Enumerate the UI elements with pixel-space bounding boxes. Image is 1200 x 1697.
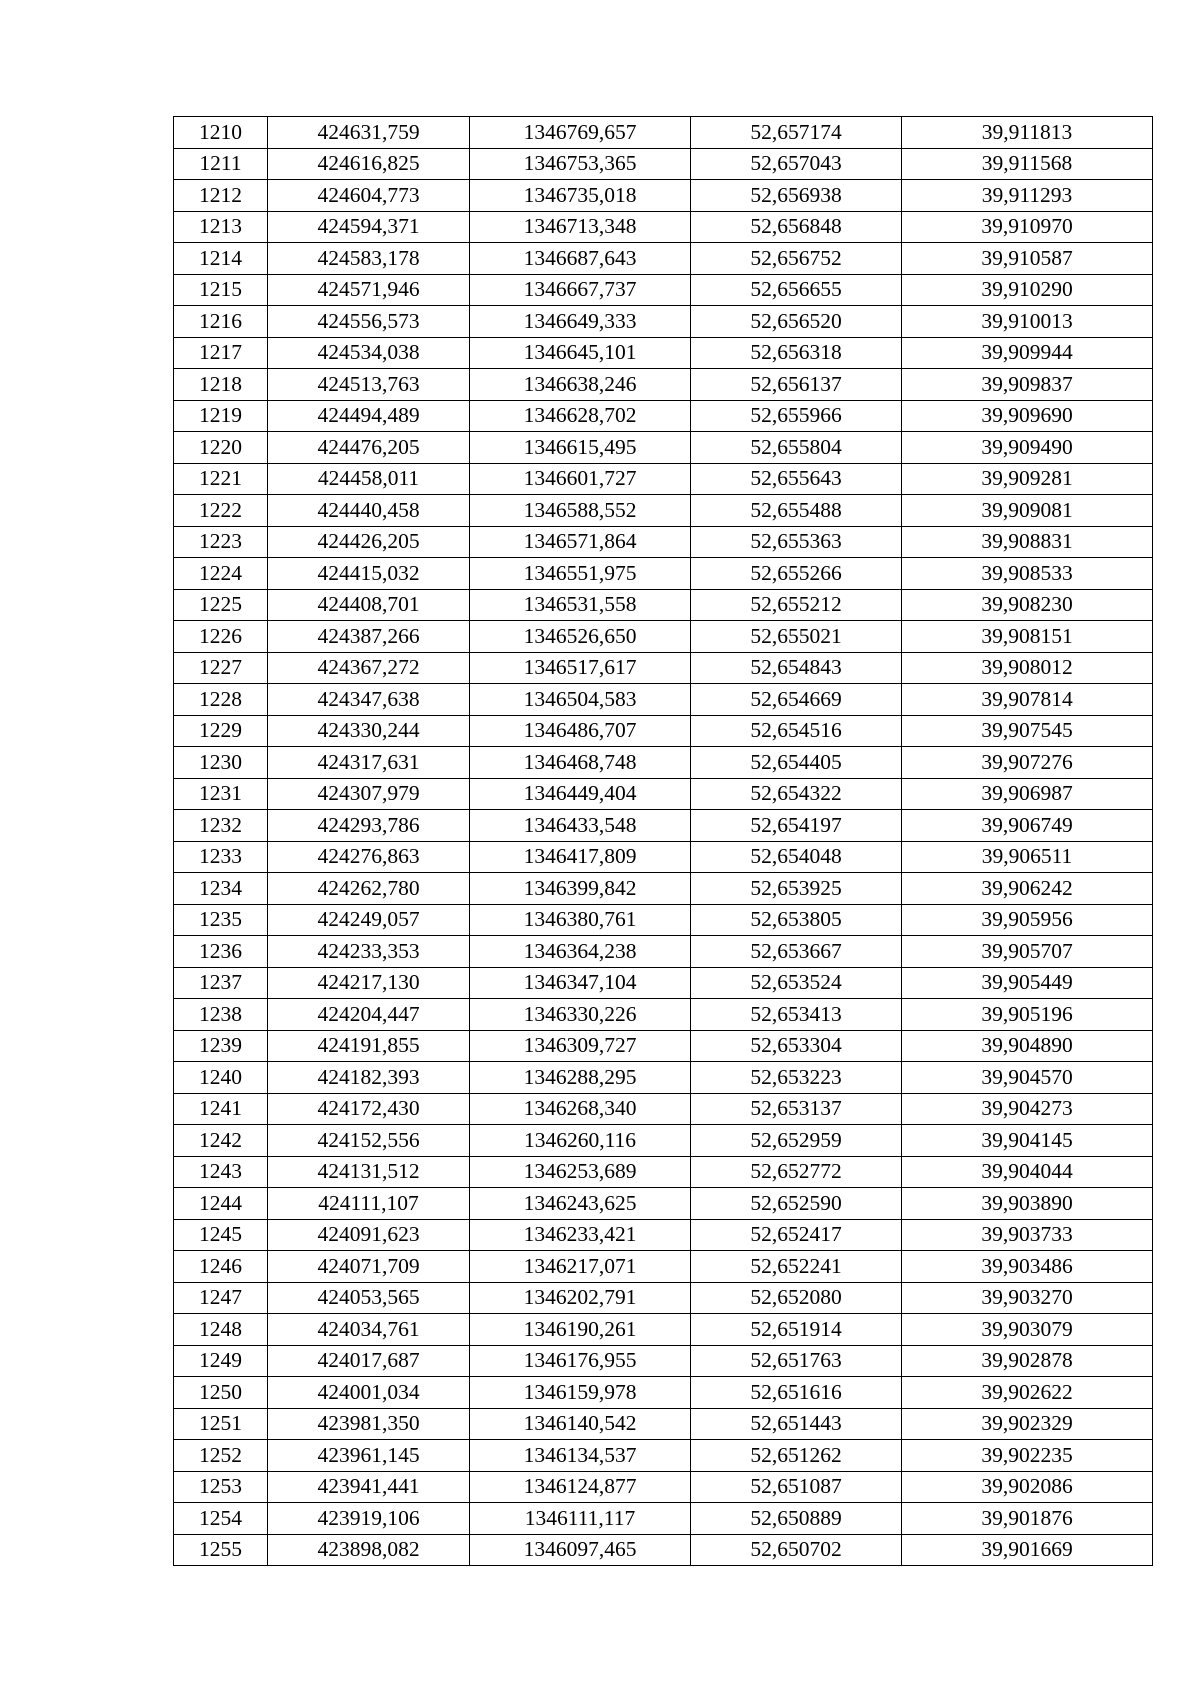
table-row — [174, 274, 1153, 306]
point-number-cell: 1239 — [174, 1030, 268, 1062]
table-row — [174, 306, 1153, 338]
latitude-cell: 52,654516 — [691, 715, 902, 747]
x-coordinate-cell: 424172,430 — [268, 1093, 470, 1125]
y-coordinate-cell: 1346347,104 — [470, 967, 691, 999]
longitude-cell: 39,909081 — [902, 495, 1153, 527]
table-row — [174, 1219, 1153, 1251]
x-coordinate-cell: 424276,863 — [268, 841, 470, 873]
x-coordinate-cell: 424415,032 — [268, 558, 470, 590]
longitude-cell: 39,908012 — [902, 652, 1153, 684]
longitude-cell: 39,901669 — [902, 1534, 1153, 1566]
y-coordinate-cell: 1346268,340 — [470, 1093, 691, 1125]
point-number-cell: 1230 — [174, 747, 268, 779]
latitude-cell: 52,656137 — [691, 369, 902, 401]
table-row — [174, 621, 1153, 653]
table-row — [174, 999, 1153, 1031]
coordinates-table — [173, 116, 1153, 1566]
table-row — [174, 1188, 1153, 1220]
y-coordinate-cell: 1346687,643 — [470, 243, 691, 275]
latitude-cell: 52,654197 — [691, 810, 902, 842]
y-coordinate-cell: 1346645,101 — [470, 337, 691, 369]
table-row — [174, 810, 1153, 842]
y-coordinate-cell: 1346735,018 — [470, 180, 691, 212]
latitude-cell: 52,657043 — [691, 148, 902, 180]
latitude-cell: 52,653524 — [691, 967, 902, 999]
latitude-cell: 52,655021 — [691, 621, 902, 653]
x-coordinate-cell: 424476,205 — [268, 432, 470, 464]
longitude-cell: 39,902329 — [902, 1408, 1153, 1440]
y-coordinate-cell: 1346111,117 — [470, 1503, 691, 1535]
x-coordinate-cell: 424426,205 — [268, 526, 470, 558]
x-coordinate-cell: 424494,489 — [268, 400, 470, 432]
point-number-cell: 1255 — [174, 1534, 268, 1566]
x-coordinate-cell: 424347,638 — [268, 684, 470, 716]
longitude-cell: 39,908533 — [902, 558, 1153, 590]
point-number-cell: 1214 — [174, 243, 268, 275]
x-coordinate-cell: 424111,107 — [268, 1188, 470, 1220]
x-coordinate-cell: 424307,979 — [268, 778, 470, 810]
latitude-cell: 52,652241 — [691, 1251, 902, 1283]
x-coordinate-cell: 424616,825 — [268, 148, 470, 180]
latitude-cell: 52,652590 — [691, 1188, 902, 1220]
latitude-cell: 52,654669 — [691, 684, 902, 716]
latitude-cell: 52,653223 — [691, 1062, 902, 1094]
table-row — [174, 747, 1153, 779]
point-number-cell: 1244 — [174, 1188, 268, 1220]
longitude-cell: 39,905196 — [902, 999, 1153, 1031]
longitude-cell: 39,911813 — [902, 117, 1153, 149]
point-number-cell: 1220 — [174, 432, 268, 464]
longitude-cell: 39,909690 — [902, 400, 1153, 432]
y-coordinate-cell: 1346531,558 — [470, 589, 691, 621]
point-number-cell: 1225 — [174, 589, 268, 621]
table-row — [174, 369, 1153, 401]
x-coordinate-cell: 424571,946 — [268, 274, 470, 306]
table-row — [174, 967, 1153, 999]
y-coordinate-cell: 1346468,748 — [470, 747, 691, 779]
longitude-cell: 39,910290 — [902, 274, 1153, 306]
y-coordinate-cell: 1346134,537 — [470, 1440, 691, 1472]
x-coordinate-cell: 424317,631 — [268, 747, 470, 779]
point-number-cell: 1253 — [174, 1471, 268, 1503]
y-coordinate-cell: 1346713,348 — [470, 211, 691, 243]
x-coordinate-cell: 424330,244 — [268, 715, 470, 747]
x-coordinate-cell: 424053,565 — [268, 1282, 470, 1314]
x-coordinate-cell: 424513,763 — [268, 369, 470, 401]
y-coordinate-cell: 1346526,650 — [470, 621, 691, 653]
x-coordinate-cell: 424071,709 — [268, 1251, 470, 1283]
x-coordinate-cell: 424458,011 — [268, 463, 470, 495]
y-coordinate-cell: 1346364,238 — [470, 936, 691, 968]
point-number-cell: 1240 — [174, 1062, 268, 1094]
y-coordinate-cell: 1346649,333 — [470, 306, 691, 338]
y-coordinate-cell: 1346504,583 — [470, 684, 691, 716]
longitude-cell: 39,902622 — [902, 1377, 1153, 1409]
x-coordinate-cell: 424217,130 — [268, 967, 470, 999]
y-coordinate-cell: 1346588,552 — [470, 495, 691, 527]
longitude-cell: 39,902235 — [902, 1440, 1153, 1472]
point-number-cell: 1211 — [174, 148, 268, 180]
longitude-cell: 39,911293 — [902, 180, 1153, 212]
latitude-cell: 52,654048 — [691, 841, 902, 873]
point-number-cell: 1231 — [174, 778, 268, 810]
point-number-cell: 1226 — [174, 621, 268, 653]
latitude-cell: 52,655266 — [691, 558, 902, 590]
latitude-cell: 52,656318 — [691, 337, 902, 369]
point-number-cell: 1249 — [174, 1345, 268, 1377]
table-row — [174, 684, 1153, 716]
latitude-cell: 52,657174 — [691, 117, 902, 149]
x-coordinate-cell: 424631,759 — [268, 117, 470, 149]
table-row — [174, 1471, 1153, 1503]
table-row — [174, 715, 1153, 747]
x-coordinate-cell: 424440,458 — [268, 495, 470, 527]
x-coordinate-cell: 423941,441 — [268, 1471, 470, 1503]
x-coordinate-cell: 424604,773 — [268, 180, 470, 212]
table-row — [174, 1314, 1153, 1346]
point-number-cell: 1236 — [174, 936, 268, 968]
x-coordinate-cell: 424408,701 — [268, 589, 470, 621]
x-coordinate-cell: 424556,573 — [268, 306, 470, 338]
longitude-cell: 39,902086 — [902, 1471, 1153, 1503]
table-row — [174, 1093, 1153, 1125]
y-coordinate-cell: 1346097,465 — [470, 1534, 691, 1566]
y-coordinate-cell: 1346243,625 — [470, 1188, 691, 1220]
x-coordinate-cell: 424001,034 — [268, 1377, 470, 1409]
y-coordinate-cell: 1346140,542 — [470, 1408, 691, 1440]
latitude-cell: 52,655643 — [691, 463, 902, 495]
longitude-cell: 39,903733 — [902, 1219, 1153, 1251]
x-coordinate-cell: 424367,272 — [268, 652, 470, 684]
table-row — [174, 180, 1153, 212]
longitude-cell: 39,905956 — [902, 904, 1153, 936]
table-row — [174, 1408, 1153, 1440]
table-row — [174, 589, 1153, 621]
x-coordinate-cell: 424594,371 — [268, 211, 470, 243]
point-number-cell: 1248 — [174, 1314, 268, 1346]
point-number-cell: 1246 — [174, 1251, 268, 1283]
y-coordinate-cell: 1346753,365 — [470, 148, 691, 180]
latitude-cell: 52,656848 — [691, 211, 902, 243]
x-coordinate-cell: 424293,786 — [268, 810, 470, 842]
latitude-cell: 52,651914 — [691, 1314, 902, 1346]
longitude-cell: 39,907814 — [902, 684, 1153, 716]
latitude-cell: 52,653805 — [691, 904, 902, 936]
y-coordinate-cell: 1346769,657 — [470, 117, 691, 149]
latitude-cell: 52,654322 — [691, 778, 902, 810]
latitude-cell: 52,652772 — [691, 1156, 902, 1188]
table-row — [174, 1440, 1153, 1472]
y-coordinate-cell: 1346288,295 — [470, 1062, 691, 1094]
x-coordinate-cell: 423898,082 — [268, 1534, 470, 1566]
y-coordinate-cell: 1346615,495 — [470, 432, 691, 464]
point-number-cell: 1242 — [174, 1125, 268, 1157]
y-coordinate-cell: 1346190,261 — [470, 1314, 691, 1346]
y-coordinate-cell: 1346124,877 — [470, 1471, 691, 1503]
latitude-cell: 52,656520 — [691, 306, 902, 338]
point-number-cell: 1233 — [174, 841, 268, 873]
point-number-cell: 1222 — [174, 495, 268, 527]
latitude-cell: 52,653137 — [691, 1093, 902, 1125]
longitude-cell: 39,906242 — [902, 873, 1153, 905]
y-coordinate-cell: 1346260,116 — [470, 1125, 691, 1157]
latitude-cell: 52,655804 — [691, 432, 902, 464]
y-coordinate-cell: 1346176,955 — [470, 1345, 691, 1377]
longitude-cell: 39,901876 — [902, 1503, 1153, 1535]
longitude-cell: 39,904145 — [902, 1125, 1153, 1157]
x-coordinate-cell: 423981,350 — [268, 1408, 470, 1440]
x-coordinate-cell: 424034,761 — [268, 1314, 470, 1346]
latitude-cell: 52,653304 — [691, 1030, 902, 1062]
point-number-cell: 1252 — [174, 1440, 268, 1472]
point-number-cell: 1223 — [174, 526, 268, 558]
table-row — [174, 558, 1153, 590]
table-row — [174, 243, 1153, 275]
longitude-cell: 39,910013 — [902, 306, 1153, 338]
y-coordinate-cell: 1346601,727 — [470, 463, 691, 495]
longitude-cell: 39,910970 — [902, 211, 1153, 243]
longitude-cell: 39,903079 — [902, 1314, 1153, 1346]
longitude-cell: 39,905449 — [902, 967, 1153, 999]
longitude-cell: 39,904273 — [902, 1093, 1153, 1125]
point-number-cell: 1251 — [174, 1408, 268, 1440]
longitude-cell: 39,909837 — [902, 369, 1153, 401]
point-number-cell: 1232 — [174, 810, 268, 842]
latitude-cell: 52,651443 — [691, 1408, 902, 1440]
latitude-cell: 52,653667 — [691, 936, 902, 968]
longitude-cell: 39,907276 — [902, 747, 1153, 779]
y-coordinate-cell: 1346217,071 — [470, 1251, 691, 1283]
longitude-cell: 39,904044 — [902, 1156, 1153, 1188]
point-number-cell: 1210 — [174, 117, 268, 149]
latitude-cell: 52,654843 — [691, 652, 902, 684]
y-coordinate-cell: 1346380,761 — [470, 904, 691, 936]
point-number-cell: 1245 — [174, 1219, 268, 1251]
table-row — [174, 652, 1153, 684]
y-coordinate-cell: 1346517,617 — [470, 652, 691, 684]
latitude-cell: 52,651262 — [691, 1440, 902, 1472]
table-row — [174, 432, 1153, 464]
longitude-cell: 39,911568 — [902, 148, 1153, 180]
longitude-cell: 39,909490 — [902, 432, 1153, 464]
latitude-cell: 52,653413 — [691, 999, 902, 1031]
latitude-cell: 52,656752 — [691, 243, 902, 275]
longitude-cell: 39,908151 — [902, 621, 1153, 653]
point-number-cell: 1235 — [174, 904, 268, 936]
x-coordinate-cell: 424131,512 — [268, 1156, 470, 1188]
longitude-cell: 39,902878 — [902, 1345, 1153, 1377]
table-row — [174, 841, 1153, 873]
point-number-cell: 1224 — [174, 558, 268, 590]
coordinates-table-body — [174, 117, 1153, 1566]
table-row — [174, 463, 1153, 495]
point-number-cell: 1250 — [174, 1377, 268, 1409]
y-coordinate-cell: 1346667,737 — [470, 274, 691, 306]
table-row — [174, 1030, 1153, 1062]
longitude-cell: 39,903270 — [902, 1282, 1153, 1314]
table-row — [174, 337, 1153, 369]
longitude-cell: 39,906987 — [902, 778, 1153, 810]
point-number-cell: 1228 — [174, 684, 268, 716]
table-row — [174, 495, 1153, 527]
table-row — [174, 1377, 1153, 1409]
point-number-cell: 1229 — [174, 715, 268, 747]
table-row — [174, 904, 1153, 936]
x-coordinate-cell: 424262,780 — [268, 873, 470, 905]
y-coordinate-cell: 1346571,864 — [470, 526, 691, 558]
latitude-cell: 52,652959 — [691, 1125, 902, 1157]
latitude-cell: 52,656655 — [691, 274, 902, 306]
table-row — [174, 526, 1153, 558]
latitude-cell: 52,654405 — [691, 747, 902, 779]
x-coordinate-cell: 424182,393 — [268, 1062, 470, 1094]
latitude-cell: 52,655488 — [691, 495, 902, 527]
y-coordinate-cell: 1346638,246 — [470, 369, 691, 401]
point-number-cell: 1238 — [174, 999, 268, 1031]
point-number-cell: 1217 — [174, 337, 268, 369]
point-number-cell: 1247 — [174, 1282, 268, 1314]
y-coordinate-cell: 1346253,689 — [470, 1156, 691, 1188]
longitude-cell: 39,906749 — [902, 810, 1153, 842]
longitude-cell: 39,903890 — [902, 1188, 1153, 1220]
y-coordinate-cell: 1346417,809 — [470, 841, 691, 873]
x-coordinate-cell: 424249,057 — [268, 904, 470, 936]
point-number-cell: 1213 — [174, 211, 268, 243]
table-row — [174, 1156, 1153, 1188]
x-coordinate-cell: 424387,266 — [268, 621, 470, 653]
table-row — [174, 211, 1153, 243]
point-number-cell: 1243 — [174, 1156, 268, 1188]
y-coordinate-cell: 1346551,975 — [470, 558, 691, 590]
y-coordinate-cell: 1346486,707 — [470, 715, 691, 747]
longitude-cell: 39,907545 — [902, 715, 1153, 747]
latitude-cell: 52,656938 — [691, 180, 902, 212]
table-row — [174, 1282, 1153, 1314]
table-row — [174, 117, 1153, 149]
x-coordinate-cell: 424583,178 — [268, 243, 470, 275]
table-row — [174, 1251, 1153, 1283]
table-row — [174, 1534, 1153, 1566]
y-coordinate-cell: 1346233,421 — [470, 1219, 691, 1251]
longitude-cell: 39,909944 — [902, 337, 1153, 369]
point-number-cell: 1219 — [174, 400, 268, 432]
longitude-cell: 39,910587 — [902, 243, 1153, 275]
longitude-cell: 39,905707 — [902, 936, 1153, 968]
longitude-cell: 39,908230 — [902, 589, 1153, 621]
table-row — [174, 1062, 1153, 1094]
latitude-cell: 52,651087 — [691, 1471, 902, 1503]
latitude-cell: 52,650889 — [691, 1503, 902, 1535]
point-number-cell: 1218 — [174, 369, 268, 401]
x-coordinate-cell: 424204,447 — [268, 999, 470, 1031]
latitude-cell: 52,652080 — [691, 1282, 902, 1314]
y-coordinate-cell: 1346202,791 — [470, 1282, 691, 1314]
latitude-cell: 52,651616 — [691, 1377, 902, 1409]
table-row — [174, 148, 1153, 180]
latitude-cell: 52,653925 — [691, 873, 902, 905]
latitude-cell: 52,655363 — [691, 526, 902, 558]
longitude-cell: 39,909281 — [902, 463, 1153, 495]
point-number-cell: 1221 — [174, 463, 268, 495]
longitude-cell: 39,906511 — [902, 841, 1153, 873]
y-coordinate-cell: 1346330,226 — [470, 999, 691, 1031]
table-row — [174, 936, 1153, 968]
y-coordinate-cell: 1346399,842 — [470, 873, 691, 905]
latitude-cell: 52,651763 — [691, 1345, 902, 1377]
table-row — [174, 1125, 1153, 1157]
latitude-cell: 52,655212 — [691, 589, 902, 621]
y-coordinate-cell: 1346159,978 — [470, 1377, 691, 1409]
longitude-cell: 39,904570 — [902, 1062, 1153, 1094]
x-coordinate-cell: 424017,687 — [268, 1345, 470, 1377]
table-row — [174, 873, 1153, 905]
x-coordinate-cell: 424152,556 — [268, 1125, 470, 1157]
y-coordinate-cell: 1346309,727 — [470, 1030, 691, 1062]
longitude-cell: 39,908831 — [902, 526, 1153, 558]
x-coordinate-cell: 423919,106 — [268, 1503, 470, 1535]
y-coordinate-cell: 1346449,404 — [470, 778, 691, 810]
point-number-cell: 1215 — [174, 274, 268, 306]
table-row — [174, 1503, 1153, 1535]
y-coordinate-cell: 1346628,702 — [470, 400, 691, 432]
point-number-cell: 1237 — [174, 967, 268, 999]
x-coordinate-cell: 424233,353 — [268, 936, 470, 968]
x-coordinate-cell: 424534,038 — [268, 337, 470, 369]
latitude-cell: 52,655966 — [691, 400, 902, 432]
x-coordinate-cell: 423961,145 — [268, 1440, 470, 1472]
x-coordinate-cell: 424191,855 — [268, 1030, 470, 1062]
table-row — [174, 400, 1153, 432]
table-row — [174, 1345, 1153, 1377]
table-row — [174, 778, 1153, 810]
point-number-cell: 1212 — [174, 180, 268, 212]
point-number-cell: 1227 — [174, 652, 268, 684]
point-number-cell: 1234 — [174, 873, 268, 905]
point-number-cell: 1241 — [174, 1093, 268, 1125]
longitude-cell: 39,904890 — [902, 1030, 1153, 1062]
x-coordinate-cell: 424091,623 — [268, 1219, 470, 1251]
point-number-cell: 1216 — [174, 306, 268, 338]
point-number-cell: 1254 — [174, 1503, 268, 1535]
latitude-cell: 52,652417 — [691, 1219, 902, 1251]
longitude-cell: 39,903486 — [902, 1251, 1153, 1283]
latitude-cell: 52,650702 — [691, 1534, 902, 1566]
y-coordinate-cell: 1346433,548 — [470, 810, 691, 842]
